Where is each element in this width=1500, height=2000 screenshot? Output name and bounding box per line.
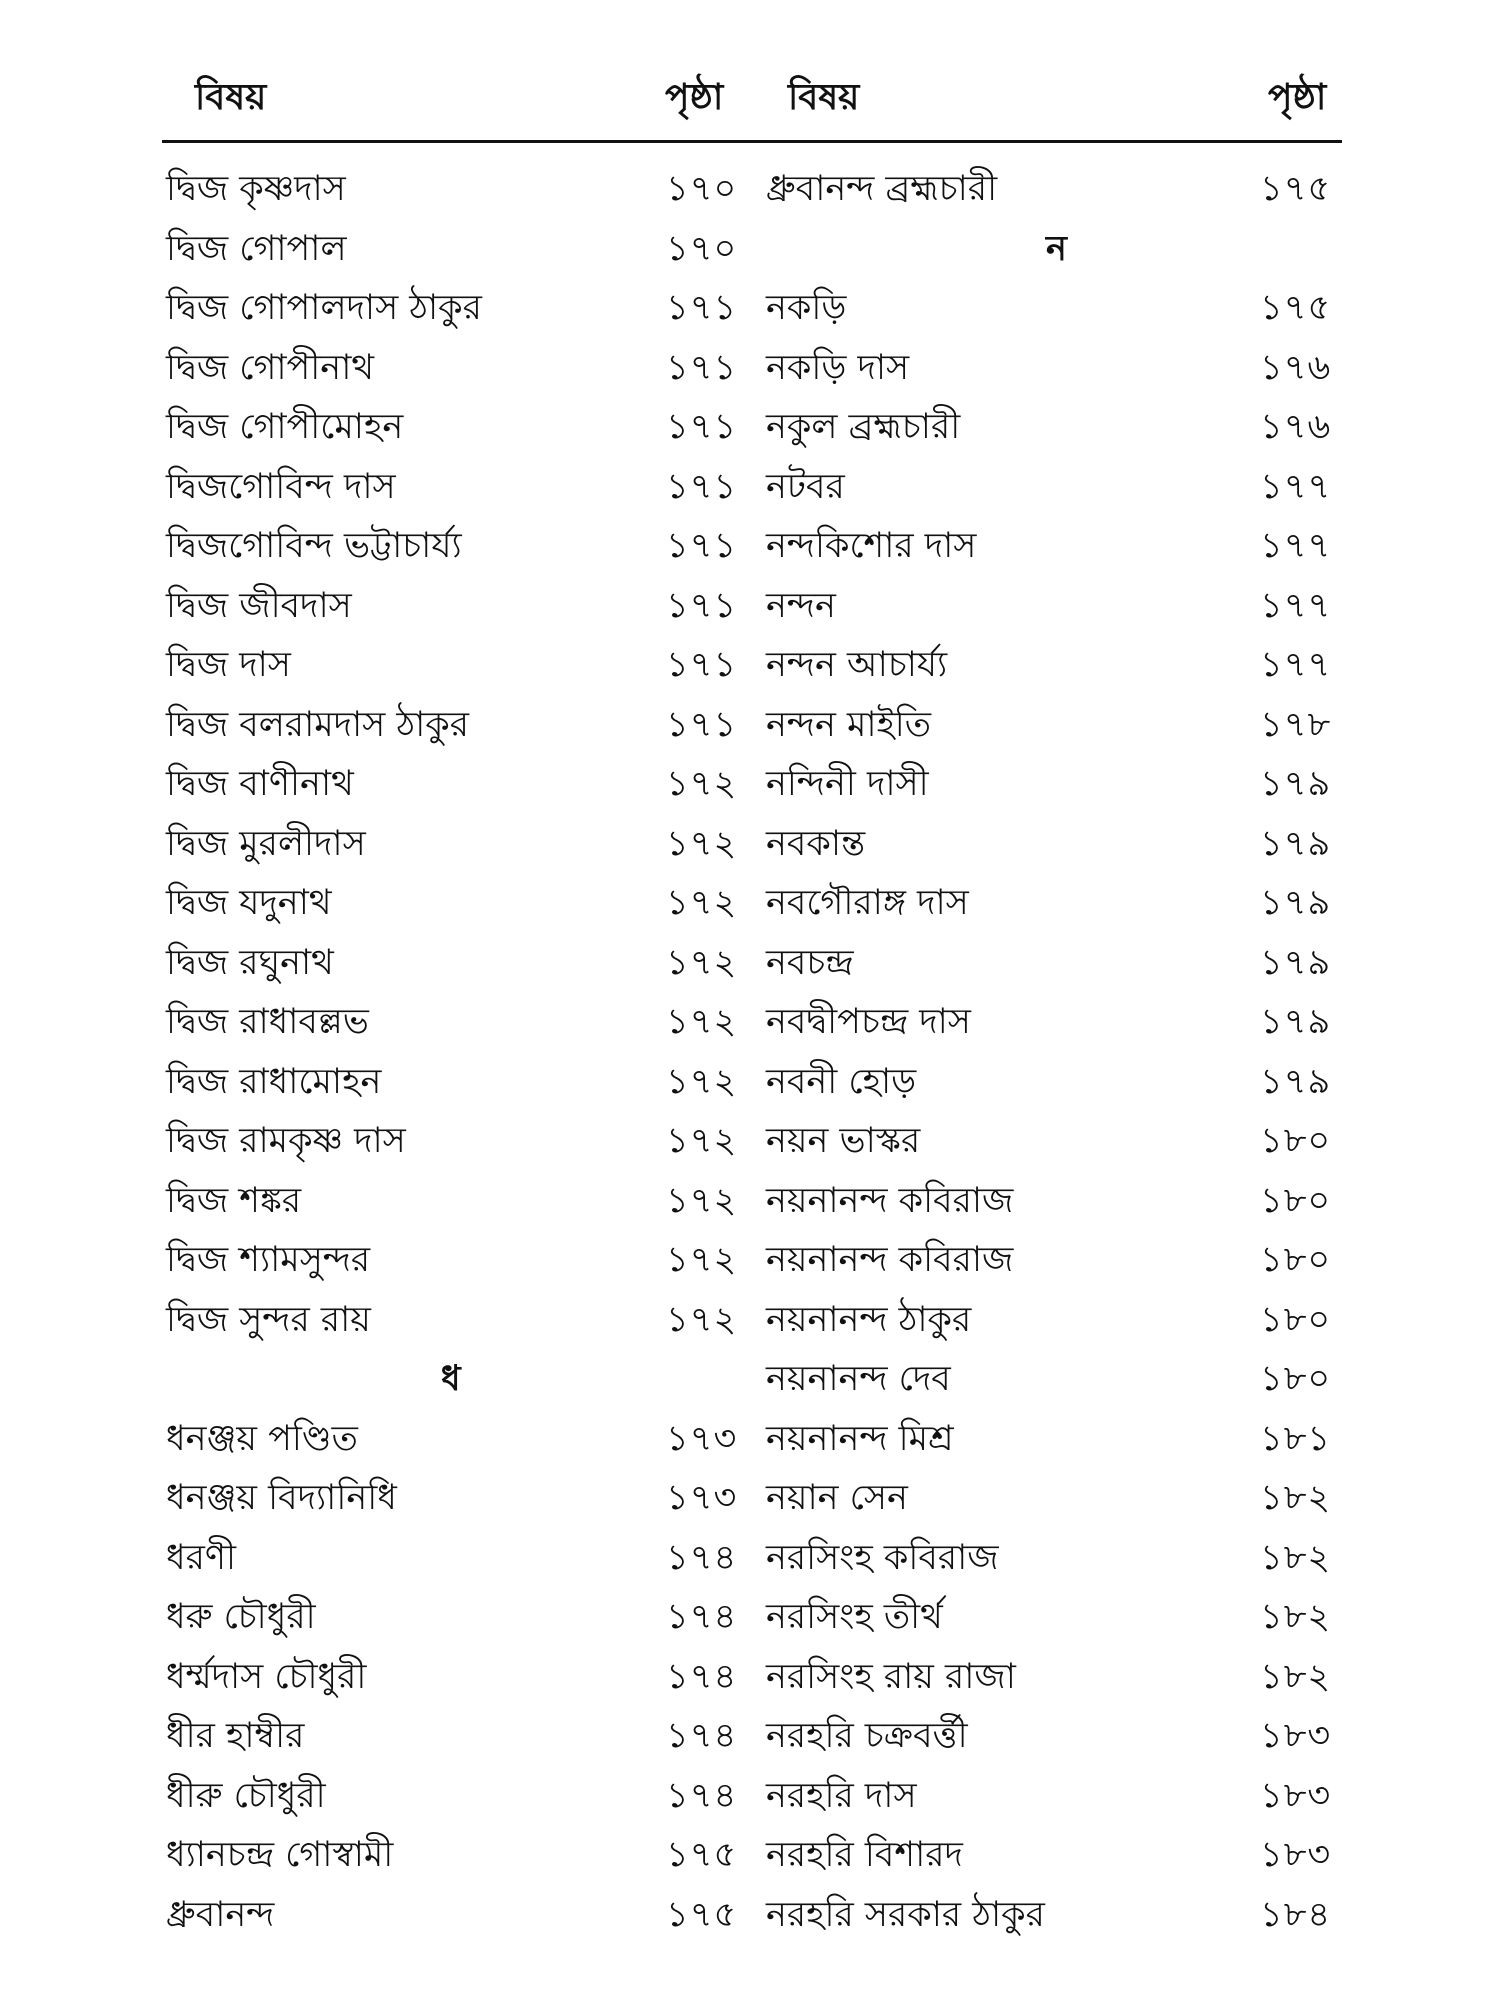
entry-page-number: ১৭৯ — [1260, 1061, 1332, 1102]
index-entry — [766, 1767, 1346, 1827]
entry-page-number: ১৭৯ — [1260, 942, 1332, 983]
index-entry — [766, 1410, 1346, 1470]
entry-name: নরসিংহ রায় রাজা — [766, 1656, 1016, 1697]
entry-page-number: ১৮২ — [1260, 1597, 1332, 1637]
entry-name: দ্বিজ কৃষ্ণদাস — [166, 169, 346, 209]
entry-page-number: ১৭১ — [666, 645, 738, 685]
entry-page-number: ১৭৬ — [1260, 347, 1332, 388]
entry-page-number: ১৭২ — [666, 883, 738, 923]
entry-page-number: ১৭৯ — [1260, 883, 1332, 923]
entry-name: নবকান্ত — [766, 823, 866, 864]
header-page-left: পৃষ্ঠা — [665, 77, 724, 118]
index-entry — [166, 339, 766, 399]
entry-name: দ্বিজ রাধাবল্লভ — [166, 1002, 369, 1042]
entry-page-number: ১৭১ — [666, 466, 738, 507]
index-entry — [166, 1767, 766, 1827]
index-entry — [166, 1112, 766, 1172]
entry-page-number: ১৮০ — [1260, 1180, 1332, 1221]
index-entry — [166, 577, 766, 637]
entry-page-number: ১৭১ — [666, 347, 738, 388]
entry-page-number: ১৭৬ — [1260, 407, 1332, 447]
index-entry — [766, 458, 1346, 518]
entry-name: ধনঞ্জয় বিদ্যানিধি — [166, 1478, 397, 1518]
entry-page-number: ১৭৫ — [666, 1894, 738, 1935]
entry-page-number: ১৭৪ — [666, 1597, 738, 1637]
entry-page-number: ১৭০ — [666, 228, 738, 269]
index-entry — [766, 398, 1346, 458]
section-letter-label: ধ — [441, 1359, 461, 1399]
index-entry — [166, 755, 766, 815]
entry-name: নয়নানন্দ কবিরাজ — [766, 1240, 1014, 1280]
index-entry — [766, 1588, 1346, 1648]
index-entry — [766, 160, 1346, 220]
entry-name: নন্দন — [766, 585, 836, 626]
entry-name: দ্বিজ দাস — [166, 645, 291, 685]
header-page-right: পৃষ্ঠা — [1268, 77, 1327, 118]
entry-name: নন্দন আচার্য্য — [766, 645, 948, 685]
entry-name: দ্বিজ গোপীমোহন — [166, 407, 404, 447]
entry-page-number: ১৭৯ — [1260, 1002, 1332, 1042]
index-entry — [766, 636, 1346, 696]
entry-page-number: ১৭৪ — [666, 1716, 738, 1756]
entry-name: নয়নানন্দ দেব — [766, 1359, 951, 1399]
entry-page-number: ১৭৪ — [666, 1775, 738, 1816]
entry-name: ধনঞ্জয় পণ্ডিত — [166, 1418, 358, 1459]
index-entry — [166, 517, 766, 577]
entry-name: নরহরি চক্রবর্ত্তী — [766, 1716, 968, 1756]
entry-name: নন্দিনী দাসী — [766, 764, 929, 804]
entry-name: নবচন্দ্র — [766, 942, 854, 983]
index-entry — [166, 993, 766, 1053]
entry-page-number: ১৭১ — [666, 407, 738, 447]
entry-name: ধ্যানচন্দ্র গোস্বামী — [166, 1835, 394, 1875]
entry-name: দ্বিজ শঙ্কর — [166, 1180, 302, 1221]
index-entry — [166, 160, 766, 220]
right-column — [766, 160, 1346, 1945]
entry-name: দ্বিজ মুরলীদাস — [166, 823, 366, 864]
entry-page-number: ১৭১ — [666, 288, 738, 328]
entry-name: ধীরু চৌধুরী — [166, 1775, 326, 1816]
entry-name: ধরু চৌধুরী — [166, 1597, 316, 1637]
index-entry — [166, 458, 766, 518]
entry-name: নবগৌরাঙ্গ দাস — [766, 883, 969, 923]
entry-name: দ্বিজ গোপীনাথ — [166, 347, 375, 388]
entry-page-number: ১৭৭ — [1260, 466, 1332, 507]
entry-name: নন্দন মাইতি — [766, 704, 932, 745]
index-entry — [166, 874, 766, 934]
entry-name: নরহরি দাস — [766, 1775, 917, 1816]
index-entry — [166, 1826, 766, 1886]
entry-page-number: ১৮৩ — [1260, 1775, 1332, 1816]
entry-page-number: ১৭৭ — [1260, 645, 1332, 685]
entry-page-number: ১৮২ — [1260, 1656, 1332, 1697]
index-entry — [766, 1112, 1346, 1172]
index-entry — [166, 1648, 766, 1708]
index-entry — [766, 279, 1346, 339]
entry-page-number: ১৭৫ — [1260, 288, 1332, 328]
entry-page-number: ১৭২ — [666, 1002, 738, 1042]
entry-page-number: ১৭৩ — [666, 1418, 738, 1459]
index-entry — [766, 1231, 1346, 1291]
entry-name: দ্বিজ রঘুনাথ — [166, 942, 334, 983]
entry-page-number: ১৭২ — [666, 1240, 738, 1280]
entry-name: দ্বিজ রাধামোহন — [166, 1061, 382, 1102]
index-entry — [766, 934, 1346, 994]
entry-name: দ্বিজ বাণীনাথ — [166, 764, 354, 804]
section-letter — [166, 1350, 766, 1410]
entry-page-number: ১৭২ — [666, 1180, 738, 1221]
entry-page-number: ১৮০ — [1260, 1121, 1332, 1161]
index-entry — [166, 398, 766, 458]
header-subject-left: বিষয় — [195, 77, 267, 118]
index-entry — [766, 696, 1346, 756]
entry-name: নন্দকিশোর দাস — [766, 526, 977, 566]
entry-page-number: ১৭৭ — [1260, 585, 1332, 626]
index-entry — [766, 1172, 1346, 1232]
index-entry — [766, 874, 1346, 934]
entry-name: নটবর — [766, 466, 845, 507]
index-entry — [766, 517, 1346, 577]
entry-page-number: ১৮৩ — [1260, 1835, 1332, 1875]
header-rule — [162, 140, 1342, 143]
index-entry — [766, 1826, 1346, 1886]
entry-name: ধীর হাম্বীর — [166, 1716, 305, 1756]
entry-page-number: ১৭০ — [666, 169, 738, 209]
entry-name: দ্বিজগোবিন্দ ভট্টাচার্য্য — [166, 526, 462, 566]
entry-page-number: ১৭৫ — [1260, 169, 1332, 209]
entry-name: নয়ান সেন — [766, 1478, 908, 1518]
index-entry — [166, 1469, 766, 1529]
entry-name: নবদ্বীপচন্দ্র দাস — [766, 1002, 971, 1042]
entry-name: ধর্ম্মদাস চৌধুরী — [166, 1656, 367, 1697]
entry-name: দ্বিজ গোপালদাস ঠাকুর — [166, 288, 482, 328]
index-entry — [166, 815, 766, 875]
entry-name: নরহরি সরকার ঠাকুর — [766, 1894, 1045, 1935]
entry-name: নয়নানন্দ ঠাকুর — [766, 1299, 972, 1340]
left-column — [166, 160, 766, 1945]
index-entry — [166, 1529, 766, 1589]
index-entry — [766, 339, 1346, 399]
entry-name: দ্বিজ শ্যামসুন্দর — [166, 1240, 371, 1280]
entry-page-number: ১৮৩ — [1260, 1716, 1332, 1756]
section-letter-label: ন — [1046, 228, 1067, 269]
index-entry — [766, 1350, 1346, 1410]
index-entry — [766, 815, 1346, 875]
entry-page-number: ১৭১ — [666, 585, 738, 626]
entry-page-number: ১৭১ — [666, 704, 738, 745]
entry-name: নরসিংহ কবিরাজ — [766, 1537, 999, 1578]
entry-page-number: ১৮২ — [1260, 1478, 1332, 1518]
entry-name: নয়ন ভাস্কর — [766, 1121, 921, 1161]
entry-page-number: ১৭৩ — [666, 1478, 738, 1518]
entry-page-number: ১৭২ — [666, 1061, 738, 1102]
entry-page-number: ১৭৮ — [1260, 704, 1332, 745]
entry-page-number: ১৭৯ — [1260, 823, 1332, 864]
entry-name: নকুল ব্রহ্মচারী — [766, 407, 961, 447]
entry-page-number: ১৭২ — [666, 1299, 738, 1340]
entry-page-number: ১৭৯ — [1260, 764, 1332, 804]
entry-page-number: ১৮০ — [1260, 1240, 1332, 1280]
entry-page-number: ১৮২ — [1260, 1537, 1332, 1578]
index-entry — [766, 1707, 1346, 1767]
entry-name: দ্বিজ যদুনাথ — [166, 883, 332, 923]
entry-name: নবনী হোড় — [766, 1061, 917, 1102]
index-entry — [766, 1648, 1346, 1708]
index-entry — [166, 1886, 766, 1946]
entry-page-number: ১৭২ — [666, 942, 738, 983]
entry-page-number: ১৮৪ — [1260, 1894, 1332, 1935]
entry-page-number: ১৭৪ — [666, 1656, 738, 1697]
index-entry — [166, 696, 766, 756]
entry-name: নরহরি বিশারদ — [766, 1835, 963, 1875]
entry-name: দ্বিজ রামকৃষ্ণ দাস — [166, 1121, 406, 1161]
index-entry — [166, 1410, 766, 1470]
entry-page-number: ১৮০ — [1260, 1359, 1332, 1399]
entry-name: নকড়ি দাস — [766, 347, 910, 388]
entry-page-number: ১৮১ — [1260, 1418, 1332, 1459]
entry-name: ধরণী — [166, 1537, 237, 1578]
index-entry — [166, 1588, 766, 1648]
entry-page-number: ১৭২ — [666, 1121, 738, 1161]
header-subject-right: বিষয় — [788, 77, 860, 118]
entry-page-number: ১৭৫ — [666, 1835, 738, 1875]
entry-name: দ্বিজ জীবদাস — [166, 585, 352, 626]
index-entry — [166, 1231, 766, 1291]
index-entry — [766, 1886, 1346, 1946]
index-entry — [766, 993, 1346, 1053]
entry-page-number: ১৮০ — [1260, 1299, 1332, 1340]
section-letter — [766, 220, 1346, 280]
entry-name: দ্বিজগোবিন্দ দাস — [166, 466, 396, 507]
entry-page-number: ১৭৪ — [666, 1537, 738, 1578]
entry-name: নয়নানন্দ কবিরাজ — [766, 1180, 1014, 1221]
index-entry — [166, 220, 766, 280]
index-entry — [766, 1053, 1346, 1113]
index-entry — [766, 755, 1346, 815]
index-entry — [166, 636, 766, 696]
index-entry — [166, 279, 766, 339]
entry-name: নরসিংহ তীর্থ — [766, 1597, 943, 1637]
entry-name: দ্বিজ সুন্দর রায় — [166, 1299, 371, 1340]
entry-name: দ্বিজ গোপাল — [166, 228, 347, 269]
index-entry — [766, 577, 1346, 637]
index-entry — [166, 1172, 766, 1232]
index-entry — [166, 1291, 766, 1351]
entry-name: ধ্রুবানন্দ — [166, 1894, 275, 1935]
index-entry — [166, 1707, 766, 1767]
entry-name: নয়নানন্দ মিশ্র — [766, 1418, 954, 1459]
index-entry — [166, 1053, 766, 1113]
index-entry — [166, 934, 766, 994]
entry-page-number: ১৭২ — [666, 823, 738, 864]
index-entry — [766, 1291, 1346, 1351]
entry-name: ধ্রুবানন্দ ব্রহ্মচারী — [766, 169, 998, 209]
index-entry — [766, 1529, 1346, 1589]
index-entry — [766, 1469, 1346, 1529]
entry-page-number: ১৭১ — [666, 526, 738, 566]
entry-page-number: ১৭৭ — [1260, 526, 1332, 566]
entry-name: দ্বিজ বলরামদাস ঠাকুর — [166, 704, 470, 745]
entry-name: নকড়ি — [766, 288, 847, 328]
entry-page-number: ১৭২ — [666, 764, 738, 804]
